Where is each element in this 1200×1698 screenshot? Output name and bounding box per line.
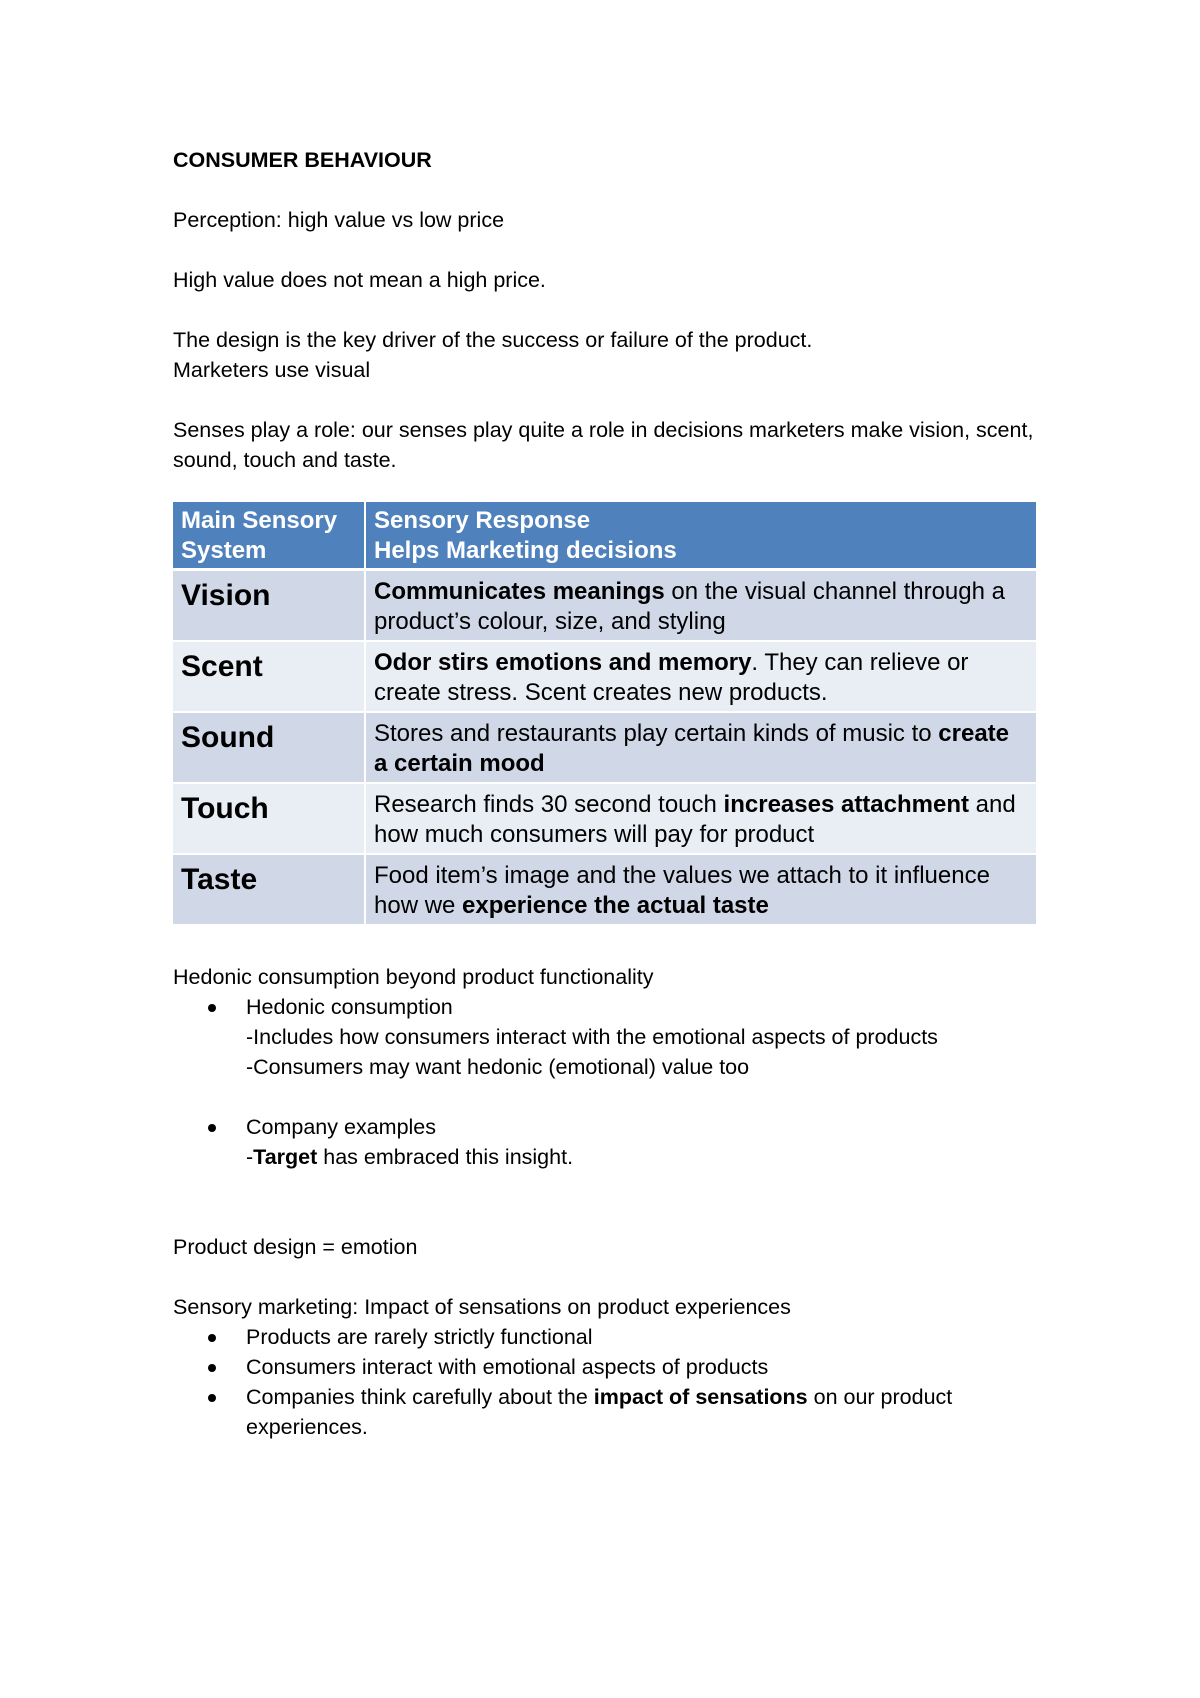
list-item: Company examples -Target has embraced this insight. (173, 1112, 1043, 1172)
marketers-line: Marketers use visual (173, 358, 371, 382)
sensory-system-cell: Taste (173, 855, 366, 926)
bullet-icon (208, 1124, 216, 1132)
table-row (173, 855, 1036, 926)
sensory-response-cell: Communicates meanings on the visual channel through a product’s colour, size, and styling (366, 571, 1036, 642)
table-row (173, 571, 1036, 642)
design-emotion-line: Product design = emotion (173, 1235, 418, 1259)
high-value-line: High value does not mean a high price. (173, 268, 546, 292)
senses-line: Senses play a role: our senses play quite a role in decisions marketers make vision, scent, sound, touch and taste. (173, 418, 1034, 472)
sensory-system-cell: Scent (173, 642, 366, 713)
sensory-system-cell: Vision (173, 571, 366, 642)
sensory-system-cell: Sound (173, 713, 366, 784)
list-item: Hedonic consumption -Includes how consumers interact with the emotional aspects of products -Consumers may want hedonic (emotional) value too (173, 992, 1043, 1082)
sensory-response-cell: Food item’s image and the values we attach to it influence how we experience the actual taste (366, 855, 1036, 926)
sensory-response-cell: Odor stirs emotions and memory. They can relieve or create stress. Scent creates new products. (366, 642, 1036, 713)
table-row (173, 642, 1036, 713)
bullet-icon (208, 1394, 216, 1402)
document-body-lower (173, 962, 1043, 1442)
table-header-row (173, 502, 1036, 571)
header-main-sensory-system: Main Sensory System (173, 502, 366, 571)
hedonic-list (173, 992, 1043, 1172)
hedonic-heading: Hedonic consumption beyond product functionality (173, 965, 654, 989)
list-item: Consumers interact with emotional aspects of products (173, 1352, 1043, 1382)
sensory-marketing-heading: Sensory marketing: Impact of sensations on product experiences (173, 1295, 791, 1319)
list-item: Products are rarely strictly functional (173, 1322, 1043, 1352)
bullet-icon (208, 1364, 216, 1372)
sensory-response-cell: Stores and restaurants play certain kinds of music to create a certain mood (366, 713, 1036, 784)
sensory-marketing-list (173, 1322, 1043, 1442)
bullet-icon (208, 1004, 216, 1012)
table-row (173, 784, 1036, 855)
table-row (173, 713, 1036, 784)
list-item: Companies think carefully about the impact of sensations on our product experiences. (173, 1382, 1043, 1442)
sensory-response-cell: Research finds 30 second touch increases attachment and how much consumers will pay for product (366, 784, 1036, 855)
sensory-table (173, 502, 1036, 926)
document-body (173, 145, 1043, 475)
header-sensory-response: Sensory Response Helps Marketing decisions (366, 502, 1036, 571)
design-line: The design is the key driver of the success or failure of the product. (173, 328, 813, 352)
document-title: CONSUMER BEHAVIOUR (173, 148, 432, 172)
perception-line: Perception: high value vs low price (173, 208, 505, 232)
bullet-icon (208, 1334, 216, 1342)
sensory-system-cell: Touch (173, 784, 366, 855)
